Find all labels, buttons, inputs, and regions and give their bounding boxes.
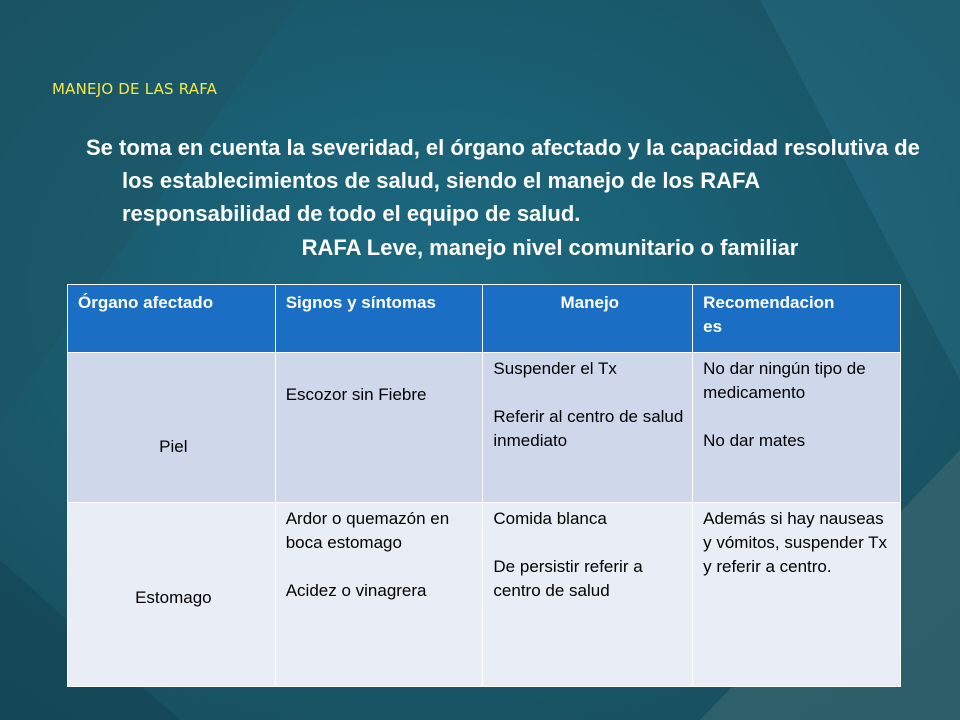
signos-text: Escozor sin Fiebre (285, 385, 427, 404)
organo-text: Estomago (135, 587, 212, 607)
cell-organo (68, 503, 276, 687)
table-header-row (68, 285, 901, 353)
recomendacion-text: Además si hay nauseas y vómitos, suspender Tx y referir a centro. (703, 509, 888, 576)
header-signos: Signos y síntomas (275, 285, 483, 353)
table-row (68, 353, 901, 503)
manejo-text: De persistir referir a centro de salud (493, 557, 643, 600)
header-manejo: Manejo (483, 285, 693, 353)
recomendacion-text: No dar ningún tipo de medicamento (703, 359, 866, 402)
header-organo: Órgano afectado (68, 285, 276, 353)
organo-text: Piel (159, 436, 188, 456)
table-row (68, 503, 901, 687)
recomendacion-text: No dar mates (703, 431, 806, 450)
slide-title: MANEJO DE LAS RAFA (52, 80, 218, 98)
manejo-text: Comida blanca (493, 509, 607, 528)
signos-text: Acidez o vinagrera (285, 581, 427, 600)
header-recomendaciones-line2: es (703, 317, 723, 336)
rafa-table (67, 284, 901, 687)
cell-manejo (483, 503, 693, 687)
intro-paragraph: Se toma en cuenta la severidad, el órgano afectado y la capacidad resolutiva de los establecimientos de salud, siendo el manejo de los RAFA responsabilidad de todo el equipo de salud. (86, 135, 920, 226)
header-recomendaciones (693, 285, 901, 353)
cell-signos (275, 503, 483, 687)
header-recomendaciones-line1: Recomendacion (703, 293, 835, 312)
cell-recomendaciones (693, 353, 901, 503)
cell-organo (68, 353, 276, 503)
signos-text: Ardor o quemazón en boca estomago (285, 509, 450, 552)
cell-recomendaciones (693, 503, 901, 687)
slide-subtitle: RAFA Leve, manejo nivel comunitario o familiar (301, 235, 799, 260)
cell-signos (275, 353, 483, 503)
cell-manejo (483, 353, 693, 503)
manejo-text: Referir al centro de salud inmediato (493, 407, 684, 450)
manejo-text: Suspender el Tx (493, 359, 617, 378)
